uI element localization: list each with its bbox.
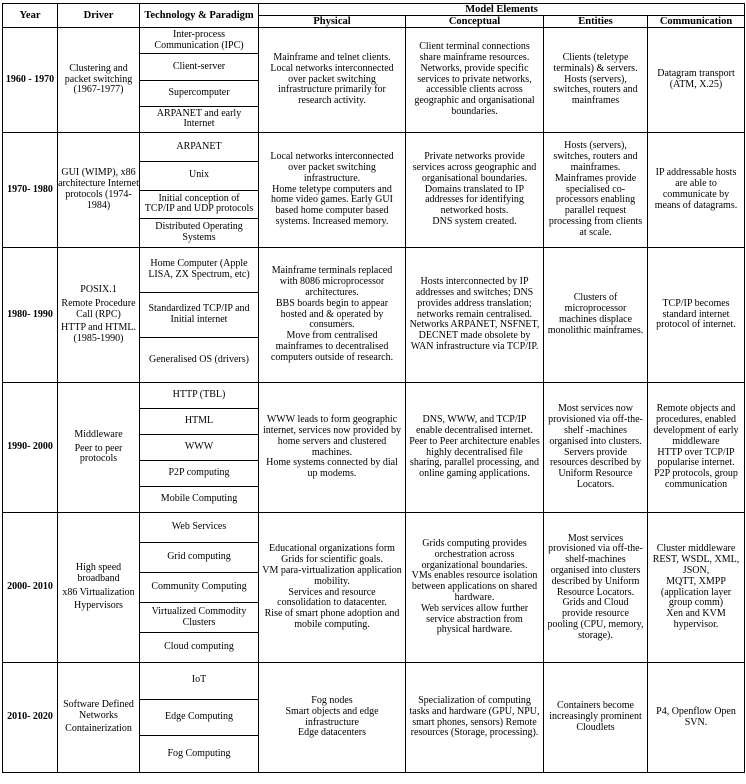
entities-text: Hosts (servers), switches, routers and mainframes	[553, 73, 638, 107]
year-cell: 2010- 2020	[3, 663, 58, 773]
conceptual-text: DNS system created.	[432, 216, 517, 228]
header-tech: Technology & Paradigm	[140, 4, 259, 28]
physical-cell	[259, 663, 406, 773]
tech-item: Inter-process Communication (IPC)	[154, 28, 244, 51]
tech-item: HTML	[140, 408, 258, 434]
tech-item: Mobile Computing	[140, 486, 258, 512]
tech-cell	[140, 133, 259, 248]
conceptual-text: Domains translated to IP addresses for identifying networked hosts.	[424, 183, 525, 217]
entities-text: Cloudlets	[576, 721, 615, 733]
communication-text: P2P protocols, group communication	[654, 468, 738, 490]
entities-text: Grids and Cloud provide resource pooling (CPU, memory, storage).	[547, 597, 644, 641]
table-row	[3, 383, 745, 513]
conceptual-text: Peer to Peer architecture enables highly decentralised file sharing, parallel processing, and online gaming applications.	[409, 435, 540, 480]
physical-text: WWW leads to form geographic internet, services now provided by home servers and clustered machines.	[262, 414, 402, 458]
conceptual-cell	[406, 663, 544, 773]
entities-cell	[544, 663, 648, 773]
tech-item: ARPANET	[176, 140, 222, 152]
physical-cell	[259, 383, 406, 513]
communication-text: IP addressable hosts are able to communicate by means of datagrams.	[654, 167, 738, 211]
physical-cell	[259, 513, 406, 663]
driver-cell	[58, 248, 140, 383]
entities-text: Clusters of microprocessor machines displace monolithic mainframes.	[547, 292, 644, 336]
entities-cell	[544, 383, 648, 513]
entities-text: Containers become increasingly prominent	[549, 700, 642, 723]
entities-text: Hosts (servers), switches, routers and mainframes.	[553, 140, 638, 174]
conceptual-text: Hosts interconnected by IP addresses and switches; DNS provides address translation; networks remain centralised.	[415, 276, 534, 320]
tech-cell	[140, 383, 259, 513]
year-cell: 2000- 2010	[3, 513, 58, 663]
physical-cell	[259, 28, 406, 133]
driver-text: GUI (WIMP), x86 architecture Internet protocols (1974-1984)	[58, 167, 139, 211]
year-cell: 1990- 2000	[3, 383, 58, 513]
header-model-elements: Model Elements	[259, 4, 745, 16]
conceptual-text: Networks, provide specific services to private networks, accessible clients across geographic and organisational boundaries.	[414, 62, 535, 118]
driver-cell	[58, 133, 140, 248]
tech-cell	[140, 663, 259, 773]
conceptual-text: DNS, WWW, and TCP/IP enable decentralised internet.	[416, 414, 533, 436]
physical-text: Smart objects and edge infrastructure	[285, 705, 379, 728]
physical-text: Rise of smart phone adoption and mobile computing.	[264, 608, 400, 630]
tech-item: Virtualized Commodity Clusters	[140, 602, 258, 632]
tech-item: Grid computing	[140, 542, 258, 572]
entities-cell	[544, 248, 648, 383]
table-row	[3, 663, 745, 773]
communication-cell	[648, 663, 745, 773]
communication-text: Remote objects and procedures, enabled development of early middleware	[653, 403, 739, 447]
year-cell: 1960 - 1970	[3, 28, 58, 133]
driver-cell	[58, 513, 140, 663]
conceptual-text: Networks ARPANET, NSFNET, DECNET made obsolete by WAN infrastructure via TCP/IP.	[409, 319, 540, 353]
year-cell: 1970- 1980	[3, 133, 58, 248]
physical-text: Fog nodes	[311, 694, 353, 706]
conceptual-cell	[406, 383, 544, 513]
tech-cell	[140, 513, 259, 663]
year-cell: 1980- 1990	[3, 248, 58, 383]
entities-cell	[544, 513, 648, 663]
tech-item: Web Services	[171, 521, 227, 533]
physical-text: Home teletype computers and home video games. Early GUI based home computer based systems. Increased memory.	[271, 183, 393, 228]
table-row	[3, 513, 745, 663]
tech-item: Generalised OS (drivers)	[140, 337, 258, 382]
communication-text: Xen and KVM hypervisor.	[666, 608, 726, 630]
tech-cell	[140, 28, 259, 133]
communication-text: MQTT, XMPP (application layer group comm)	[660, 575, 732, 609]
conceptual-cell	[406, 28, 544, 133]
header-entities: Entities	[544, 16, 648, 28]
conceptual-cell	[406, 248, 544, 383]
driver-cell	[58, 383, 140, 513]
communication-text: TCP/IP becomes standard internet protocol of internet.	[656, 297, 736, 331]
entities-text: Mainframes provide specialised co-processors enabling parallel request processing from clients at scale.	[548, 172, 643, 238]
driver-text: HTTP and HTML. (1985-1990)	[61, 322, 136, 345]
table-row	[3, 248, 745, 383]
header-conceptual: Conceptual	[406, 16, 544, 28]
physical-text: Home systems connected by dial up modems.	[266, 457, 398, 480]
tech-cell	[140, 248, 259, 383]
physical-text: Local networks interconnected over packet switching infrastructure primarily for research activity.	[270, 62, 394, 107]
driver-text: Remote Procedure Call (RPC)	[61, 297, 136, 320]
communication-text: REST, WSDL, XML, JSON,	[652, 554, 740, 576]
tech-item: Initial conception of TCP/IP and UDP protocols	[140, 190, 258, 219]
header-driver: Driver	[58, 4, 140, 28]
physical-text: VM para-virtualization application mobility.	[262, 564, 402, 587]
physical-text: Services and resource consolidation to datacenter.	[277, 586, 387, 609]
tech-item: Edge Computing	[140, 699, 258, 736]
entities-cell	[544, 28, 648, 133]
communication-text: Datagram transport (ATM, X.25)	[657, 68, 735, 91]
conceptual-text: Client terminal connections share mainframe resources.	[419, 41, 530, 64]
table-row	[3, 28, 745, 133]
tech-item: P2P computing	[140, 460, 258, 486]
tech-item: Unix	[140, 161, 258, 190]
physical-text: Mainframe and telnet clients.	[273, 52, 391, 64]
tech-item: Client-server	[140, 53, 258, 79]
communication-text: P4, Openflow Open SVN.	[656, 705, 736, 728]
conceptual-cell	[406, 133, 544, 248]
driver-cell	[58, 28, 140, 133]
physical-text: Local networks interconnected over packet switching infrastructure.	[270, 151, 394, 184]
driver-text: x86 Virtualization	[62, 586, 135, 598]
driver-text: Hypervisors	[74, 600, 123, 612]
driver-text: Software Defined Networks	[63, 698, 134, 721]
physical-text: Mainframe terminals replaced with 8086 microprocessor architectures.	[271, 265, 393, 299]
evolution-table	[2, 3, 745, 773]
tech-item: HTTP (TBL)	[172, 389, 226, 401]
communication-cell	[648, 513, 745, 663]
tech-item: ARPANET and early Internet	[140, 106, 258, 132]
physical-text: Move from centralised mainframes to decentralised computers outside of research.	[270, 330, 394, 363]
tech-item: Supercomputer	[140, 80, 258, 106]
tech-item: Fog Computing	[140, 735, 258, 772]
entities-text: Most services now provisioned via off-the-shelf -machines organised into clusters.	[548, 403, 643, 447]
entities-text: Servers provide resources described by Uniform Resource Locators.	[549, 446, 642, 490]
tech-item: Standardized TCP/IP and Initial internet	[140, 292, 258, 337]
tech-item: Distributed Operating Systems	[140, 218, 258, 247]
conceptual-cell	[406, 513, 544, 663]
communication-text: HTTP over TCP/IP popularise internet.	[657, 446, 735, 469]
driver-text: Middleware	[74, 428, 123, 440]
communication-cell	[648, 383, 745, 513]
driver-text: Clustering and packet switching (1967-1977)	[64, 62, 133, 96]
conceptual-text: Specialization of computing tasks and hardware (GPU, NPU, smart phones, sensors) Remote resources (Storage, processing).	[409, 694, 540, 739]
conceptual-text: Web services allow further service abstraction from physical hardware.	[420, 602, 529, 636]
tech-item: WWW	[140, 434, 258, 460]
communication-cell	[648, 248, 745, 383]
tech-item: Cloud computing	[140, 632, 258, 662]
driver-text: Peer to peer protocols	[74, 442, 123, 465]
entities-text: Most services provisioned via off-the-shelf-machines organised into clusters described by Uniform Resource Locators.	[548, 532, 643, 598]
entities-cell	[544, 133, 648, 248]
entities-text: Clients (teletype terminals) & servers.	[553, 52, 638, 74]
header-year: Year	[3, 4, 58, 28]
tech-item: IoT	[191, 674, 207, 686]
conceptual-text: Grids computing provides orchestration across organizational boundaries.	[421, 537, 528, 571]
physical-text: Educational organizations form Grids for scientific goals.	[269, 543, 395, 566]
driver-text: Containerization	[65, 723, 132, 735]
communication-text: Cluster middleware	[656, 543, 736, 555]
header-physical: Physical	[259, 16, 406, 28]
header-communication: Communication	[648, 16, 745, 28]
tech-item: Home Computer (Apple LISA, ZX Spectrum, etc)	[148, 258, 250, 281]
physical-text: BBS boards begin to appear hosted and & operated by consumers.	[275, 297, 389, 331]
driver-cell	[58, 663, 140, 773]
physical-text: Edge datacenters	[297, 727, 367, 739]
tech-item: Community Computing	[140, 572, 258, 602]
physical-cell	[259, 133, 406, 248]
physical-cell	[259, 248, 406, 383]
driver-text: High speed broadband	[75, 561, 122, 584]
driver-text: POSIX.1	[80, 284, 117, 296]
conceptual-text: Private networks provide services across geographic and organisational boundaries.	[412, 151, 537, 184]
communication-cell	[648, 133, 745, 248]
conceptual-text: VMs enables resource isolation between applications on shared hardware.	[411, 570, 538, 603]
communication-cell	[648, 28, 745, 133]
table-row	[3, 133, 745, 248]
